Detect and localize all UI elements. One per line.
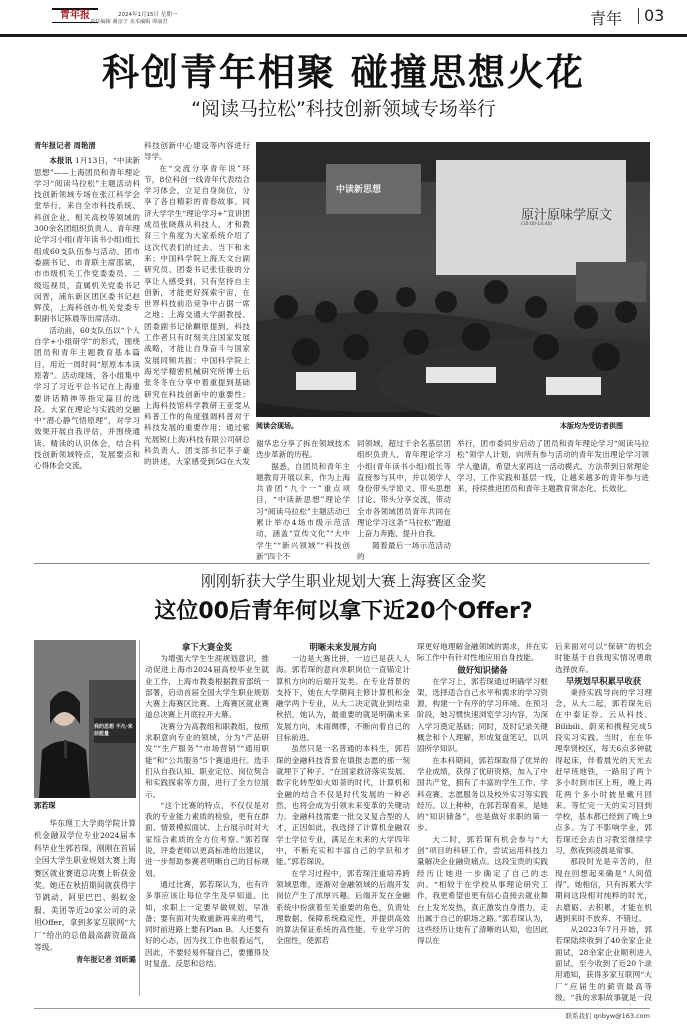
page-number: 03 — [644, 6, 665, 25]
article2-paragraph: 决赛分为高教组和职教组，按照求职意向专业的领域，分为“产品研发”“生产服务”“市场营销”“通用职能”和“公共服务”5个赛道进行。选手们从自我认知、职业定位、岗位契合和实践探索等方面，进行了全方位展示。 — [145, 721, 269, 799]
article2-paragraph: 在学习过程中，郭若琛注重培养跨领域思维，逐渐对金融领域的后端开发岗位产生了浓厚兴趣。后端开发在金融系统中扮演着至关重要的角色，负责处理数据、保障系统稳定性，并提供高效的算法保证系统的高性能。专业学习的全面性，使郭若 — [276, 868, 410, 946]
photo-banner-text-left: 中读新思想 — [336, 185, 382, 195]
photo-banner-text-date: (10:00-14:40) — [521, 222, 553, 227]
photo-credit: 本版均为受访者供图 — [560, 422, 623, 430]
masthead-editors: 责任编辑 谢彦子 美术编辑 谭丽君 — [90, 19, 168, 25]
article2-column-4 — [555, 641, 652, 1005]
masthead-date: 2024年1月15日 星期一 — [118, 12, 178, 18]
article1-column-1 — [34, 140, 140, 470]
article2-column-3 — [417, 641, 548, 1005]
footer-contact: 联系我们 qnbyw@163.com — [565, 1012, 650, 1020]
portrait-banner: 我的思想 不凡·来前能量 — [94, 724, 133, 737]
section-divider — [638, 8, 639, 24]
article2-kicker: 刚刚斩获大学生职业规划大赛上海赛区金奖 — [200, 572, 486, 590]
portrait-photo — [34, 640, 136, 798]
section-heading: 拿下大赛金奖 — [181, 642, 233, 652]
article1-paragraph — [34, 155, 140, 324]
article1-subtitle: “阅读马拉松”科技创新领域专场举行 — [191, 98, 496, 120]
article2-paragraph: 一边是大赛比拼，一边已是获人人海。郭若琛的意向求职岗位一直锚定计算机方向的后端开发类。在专业背景的支持下，她在大学期间主修计算机和金融学两个专业，从大二决定就业到结束秋招，她认为，最重要的就是明确未来发展方向，未雨绸缪，不断向着自己的目标前进。 — [276, 654, 410, 743]
section-heading: 明晰未来发展方向 — [309, 642, 377, 652]
article2-paragraph: 大二时，郭若琛有机会参与“大创”项目的科研工作，尝试运用科技力量解决企业融资痛点。这段宝贵的实践经历让她进一步确定了自己的志向。“相较于在学校从事理论研究工作，我更希望也更有信心直接去就业舞台上发光发热，真正激发自身潜力，走出属于自己的职场之路。”郭若琛认为，这些经历让她有了清晰的认知，也因此得以在 — [417, 834, 548, 946]
article2-title: 这位00后青年何以拿下近20个Offer? — [154, 599, 533, 624]
intro-text: 华东理工大学商学院计算机金融双学位专业2024届本科毕业生郭若琛，刚刚在首届全国大学生职业规划大赛上海赛区就业赛道总决赛上斩获金奖。她还在秋招期间就获得字节跳动、阿里巴巴、蚂蚁金服、美团等近20家公司的录用Offer，拿到多家互联网“大厂”给出的总值最高薪资最高等级。 — [34, 819, 136, 953]
article2-paragraph: 虽然只是一名普通的本科生，郭若琛的金融科技背景在填报志愿的那一刻就埋下了种子。“在国家救济落实发展、数字化转型如火如荼的时代，计算机和金融的结合不仅是时代发展的一种必然，也将会成为引领未来变革的关键动力。金融科技需要一批交叉复合型的人才，正因如此，我选择了计算机金融双学士学位专业，满足在未来的大学四年中，不断充实和丰富自己的学识和才能。”郭若琛说。 — [276, 744, 410, 867]
article1-paragraph: 谢华忠分享了拆在领域技术迭步革新的历程。 — [256, 439, 350, 460]
masthead-logo: 青年报 — [52, 8, 98, 23]
section-heading: 早规划早积累早收获 — [565, 675, 642, 686]
article2-paragraph: 从2023年7月开始，郭若琛陆续收到了40余家企业面试，28余家企业顺利进入面试，至今收到了近20个录用通知，获得多家互联网“大厂”应届生的薪资最高等级。“我的求职故事就是一段 — [555, 925, 652, 1002]
article2-paragraph: 后来面对可以“保研”的机会时能基于自我现实情况勇敢选择放弃。 — [555, 642, 652, 674]
article1-column-3 — [256, 438, 350, 562]
article1-paragraph: 随着最后一场示范活动的 — [357, 540, 451, 561]
lead-text: 1月13日，“中读新思想”——上海团员和青年理论学习“阅读马拉松”主题活动科技创新领域专场在张江科学会堂举行，来自全市科技系统、科创企业、相关高校等领域的300余名团组织负责人、青年理论学习小组(青年读书小组)组长组成60支队伍参与活动。团市委副书记、市青联主席邵斌，市市级机关工作党委委员、二级巡视员，直属机关党委书记闵晋，浦东新区团区委书记赵辉茂，上海科创办机关党委专职副书记陈晨等出席活动。 — [34, 156, 140, 324]
intro-divider — [139, 640, 140, 996]
article2-paragraph: 那段时光是辛苦的，但现在回想起来确是“人间值得”。她相信，只有拆累大学期间这段相对纯粹的时光，去磨砺、去积累，才能在机遇到来时不放弃、不错过。 — [555, 857, 652, 923]
photo-caption: 阅读会现场。 — [256, 422, 298, 430]
article1-column-4 — [357, 438, 451, 562]
article2-paragraph: 通过比赛，郭若琛认为，也有许多事应该让每位学生及早知道。比如，求职上一定要早做规划、早准备；要有面对失败重新再来的勇气，同时前进路上要有Plan B。人还要有好的心态，因为找工作也很看运气，因此，不要轻易怀疑自己，要懂得及时复盘、反思和总结。 — [145, 879, 269, 969]
article2-intro — [34, 818, 136, 996]
article1-paragraph: 据悉，自团员和青年主题教育开展以来，作为上海共青团“九个一”重点项目，“中读新思想”理论学习“阅读马拉松”主题活动已累计举办4场市级示范活动，涵盖“宣传文化”“大中学生”“新兴领域”“科技创新”四个不 — [256, 461, 350, 561]
footer-rule — [34, 1008, 650, 1009]
event-photo — [256, 142, 650, 417]
photo-banner-text-right: 原汁原味学原文 — [521, 208, 613, 223]
article1-title: 科创青年相聚 碰撞思想火花 — [102, 51, 585, 94]
article2-paragraph: 秉持实践导向的学习理念，从大二起，郭若琛先后在中泰证券、云从科技、Bilibili、蔚来和携程完成5段实习实践。当时，在在华理奉贤校区，每天6点多钟就得起床，伴着晨光的天光去赶早班地铁，一路用了两个多小时到市区上班，晚上再花两个多小时披星戴月回来。等忙完一天的实习回到学校，基本都已经到了晚上9点多。为了不影响学业，郭若琛还会去自习教室继续学习，熬夜到凌晨是常事。 — [555, 687, 652, 856]
article2-paragraph: 在本科期间，郭若琛取得了优异的学业成绩，获得了优研资格，加入了中国共产党，拥有了丰富的学生工作、学科竞赛、志愿服务以及校外实习等实践经历。以上种种，在郭若琛看来，是她的“知识储备”，也是做好求职的第一步。 — [417, 755, 548, 833]
article1-paragraph: 活动前，60支队伍以“个人自学+小组研学”的形式，围绕团员和青年主题教育基本篇目，用近一周时间“原原本本读原著”。活动现场，各小组集中学习了习近平总书记在上海重要讲话精神等指定篇目的选段。大家在理论与实践的交融中“潜心静气悟原理”，对学习效果开展自我评估，并围绕通读、精读的认识体会，结合科技创新领域特点，发展要点和心得体会交流。 — [34, 325, 140, 470]
masthead-rule — [0, 34, 687, 37]
section-heading: 做好知识储备 — [457, 664, 508, 675]
article2-paragraph: 琛更好地理解金融领域的需求，并在实际工作中有针对性地应用自身技能。 — [417, 642, 548, 663]
article1-column-5 — [457, 438, 649, 562]
article1-paragraph: 举行，团市委同步启动了团员和青年理论学习“阅读马拉松”领学人计划，向所有参与活动的青年发出理论学习领学人邀请，希望大家再这一活动模式、方法带到日常理论学习、工作实践和基层一线，让越来越多的青年参与进来，持续推进团员和青年主题教育常态化、长效化。 — [457, 439, 649, 494]
article1-paragraph: 同领域，超过千余名基层团组织负责人、青年理论学习小组(青年读书小组)组长等直接参与其中，并以领学人身份带头学原文、带头思想讨论、带头分享交流，带动全市各领域团员青年共同在理论学习这条“马拉松”跑道上奋力奔跑、提升自我。 — [357, 439, 451, 539]
article2-paragraph: 为增强大学生生涯规划意识，推动促进上海市2024届高校毕业生就业工作，上海市教委根据教育部统一部署，启动首届全国大学生职业规划大赛上海赛区比赛。上海赛区就业赛道总决赛上月底拉开大幕。 — [145, 654, 269, 720]
article2-byline: 青年报记者 刘昕璐 — [75, 955, 136, 965]
article-separator — [34, 563, 650, 564]
article2-paragraph: 在学习上，郭若琛通过明确学习框架，选择适合自己水平和需求的学习资源，构建一个有序的学习环境。在预习阶段，她习惯快速浏览学习内容，为深入学习奠定基础；同时，及时记录关键概念和个人理解，形成复盘笔记，以巩固所学知识。 — [417, 676, 548, 754]
article2-column-2 — [276, 641, 410, 1005]
article1-column-2 — [144, 140, 250, 470]
portrait-name: 郭若琛 — [34, 801, 56, 810]
section-name: 青年 — [590, 9, 623, 28]
article1-paragraph: 科技创新中心建设等内容进行导学。 — [144, 141, 250, 162]
masthead — [0, 0, 687, 40]
article1-byline: 青年报记者 周艳清 — [34, 141, 96, 150]
article2-paragraph: “这个比赛的特点，不仅仅是对我的专业能力素质的检验，更有在群面、情景模拟面试、上台展示时对大家综合素质的全方位考察。”郭若琛说，评委老师以更高标准给出建议，进一步帮助参赛者明晰自己的目标规划。 — [145, 800, 269, 878]
article2-column-1 — [145, 641, 269, 1005]
article1-paragraph: 在“交流分享青年说”环节，8位科创一线青年代表结合学习体会，立足自身岗位，分享了各自精彩的青春故事。同济大学学生“理论学习+”宣讲团成员张晓燕从科技人、才和教育三个角度为大家系统介绍了这次代表们的过去、当下和未来；中国科学院上海天文台副研究员、团委书记张佳骏的分享让人感受到，只有坚持自主创新，才能更好探索宇宙，在世界科技前沿竞争中占据一席之地；上海交通大学副教授、团委副书记徐麒原提到，科技工作者只有时刻关注国家发展战略，才能让自身奋斗与国家发展同频共振；中国科学院上海光学精密机械研究所博士后张冬冬在分享中着重提到基础研究在科技创新中的重要性；上海科技馆科学教研王亚雯从科普工作的角度强调科普对于科技发展的重要作用；通过紫光展锐(上海)科技有限公司研总科负责人、团支部书记李子豪的讲述，大家感受到5G在大发 — [144, 163, 250, 467]
lead-tag: 本报讯 — [49, 156, 73, 166]
